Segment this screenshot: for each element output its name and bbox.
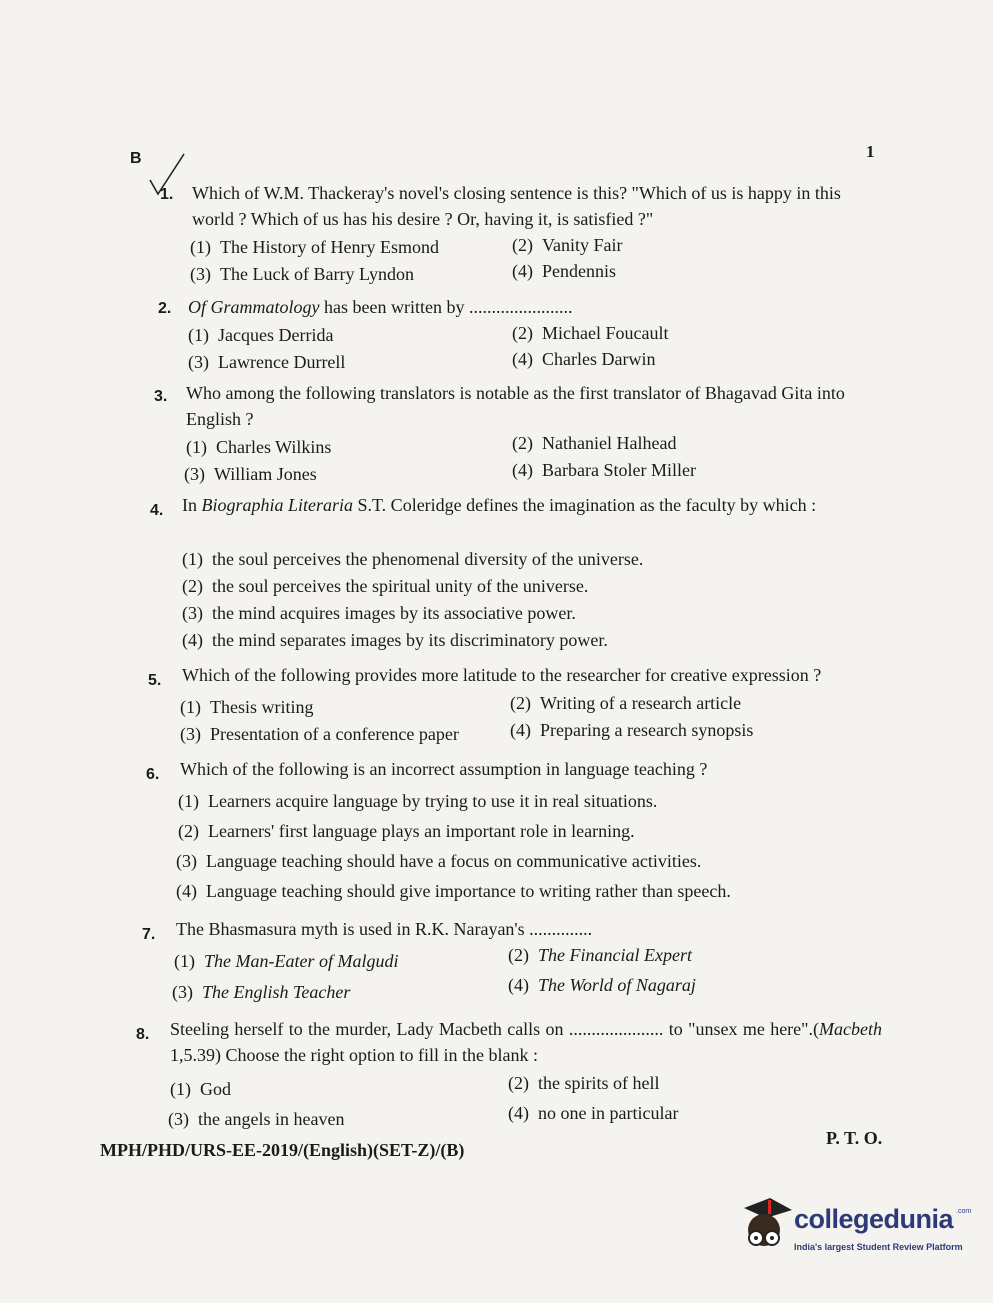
option-3: (3) The Luck of Barry Lyndon <box>190 264 414 284</box>
option-4: (4) the mind separates images by its discriminatory power. <box>182 630 608 650</box>
question-text: Which of the following is an incorrect assumption in language teaching ? <box>180 759 708 779</box>
option-3: (3) the mind acquires images by its associative power. <box>182 603 576 623</box>
option-4: (4) Pendennis <box>512 261 616 281</box>
option-1: (1) God <box>170 1079 231 1099</box>
question-text: Which of W.M. Thackeray's novel's closing sentence is this? "Which of us is happy in this world ? Which of us has his desire ? Or, having it, is satisfied ?" <box>192 183 841 229</box>
option-3: (3) the angels in heaven <box>168 1109 345 1129</box>
logo-tagline: India's largest Student Review Platform <box>794 1242 963 1252</box>
option-3: (3) The English Teacher <box>172 982 351 1002</box>
option-2: (2) the soul perceives the spiritual unity of the universe. <box>182 576 589 596</box>
set-label: B <box>130 150 142 167</box>
option-1: (1) Jacques Derrida <box>188 325 334 345</box>
question-text: Of Grammatology has been written by ....................... <box>188 297 573 317</box>
question-number: 6. <box>146 766 160 783</box>
question-number: 4. <box>150 502 164 519</box>
question-text: Who among the following translators is notable as the first translator of Bhagavad Gita into English ? <box>186 383 845 429</box>
option-4: (4) Barbara Stoler Miller <box>512 460 696 480</box>
mascot-icon <box>736 1196 794 1258</box>
question-text: The Bhasmasura myth is used in R.K. Narayan's .............. <box>176 919 593 939</box>
logo-wordmark: collegedunia <box>794 1204 954 1234</box>
question-number: 2. <box>158 300 172 317</box>
collegedunia-logo[interactable] <box>736 1196 972 1266</box>
option-1: (1) Charles Wilkins <box>186 437 332 457</box>
option-3: (3) William Jones <box>184 464 317 484</box>
paper-code: MPH/PHD/URS-EE-2019/(English)(SET-Z)/(B) <box>100 1140 465 1160</box>
question-text: Steeling herself to the murder, Lady Macbeth calls on ..................... to "unsex me here".(Macbeth 1,5.39) Choose the right option to fill in the blank : <box>170 1019 882 1065</box>
question-text: In Biographia Literaria S.T. Coleridge defines the imagination as the faculty by which : <box>182 495 817 515</box>
option-2: (2) The Financial Expert <box>508 945 692 965</box>
question-number: 8. <box>136 1026 150 1043</box>
option-2: (2) Writing of a research article <box>510 693 742 713</box>
option-4: (4) Language teaching should give importance to writing rather than speech. <box>176 881 731 901</box>
option-4: (4) no one in particular <box>508 1103 679 1123</box>
question-number: 1. <box>160 186 174 203</box>
option-3: (3) Language teaching should have a focus on communicative activities. <box>176 851 702 871</box>
pto-label: P. T. O. <box>826 1128 883 1148</box>
option-4: (4) The World of Nagaraj <box>508 975 696 995</box>
option-3: (3) Lawrence Durrell <box>188 352 346 372</box>
option-2: (2) Michael Foucault <box>512 323 669 343</box>
option-1: (1) Thesis writing <box>180 697 314 717</box>
question-number: 7. <box>142 926 156 943</box>
option-1: (1) Learners acquire language by trying to use it in real situations. <box>178 791 658 811</box>
logo-suffix: .com <box>956 1208 972 1215</box>
option-3: (3) Presentation of a conference paper <box>180 724 459 744</box>
option-2: (2) Learners' first language plays an important role in learning. <box>178 821 635 841</box>
question-number: 3. <box>154 388 168 405</box>
option-2: (2) Vanity Fair <box>512 235 623 255</box>
question-text: Which of the following provides more latitude to the researcher for creative expression ? <box>182 665 822 685</box>
option-2: (2) the spirits of hell <box>508 1073 660 1093</box>
question-number: 5. <box>148 672 162 689</box>
page-number: 1 <box>866 142 875 161</box>
option-4: (4) Charles Darwin <box>512 349 656 369</box>
option-1: (1) the soul perceives the phenomenal diversity of the universe. <box>182 549 644 569</box>
option-2: (2) Nathaniel Halhead <box>512 433 677 453</box>
option-4: (4) Preparing a research synopsis <box>510 720 754 740</box>
option-1: (1) The History of Henry Esmond <box>190 237 439 257</box>
option-1: (1) The Man-Eater of Malgudi <box>174 951 399 971</box>
